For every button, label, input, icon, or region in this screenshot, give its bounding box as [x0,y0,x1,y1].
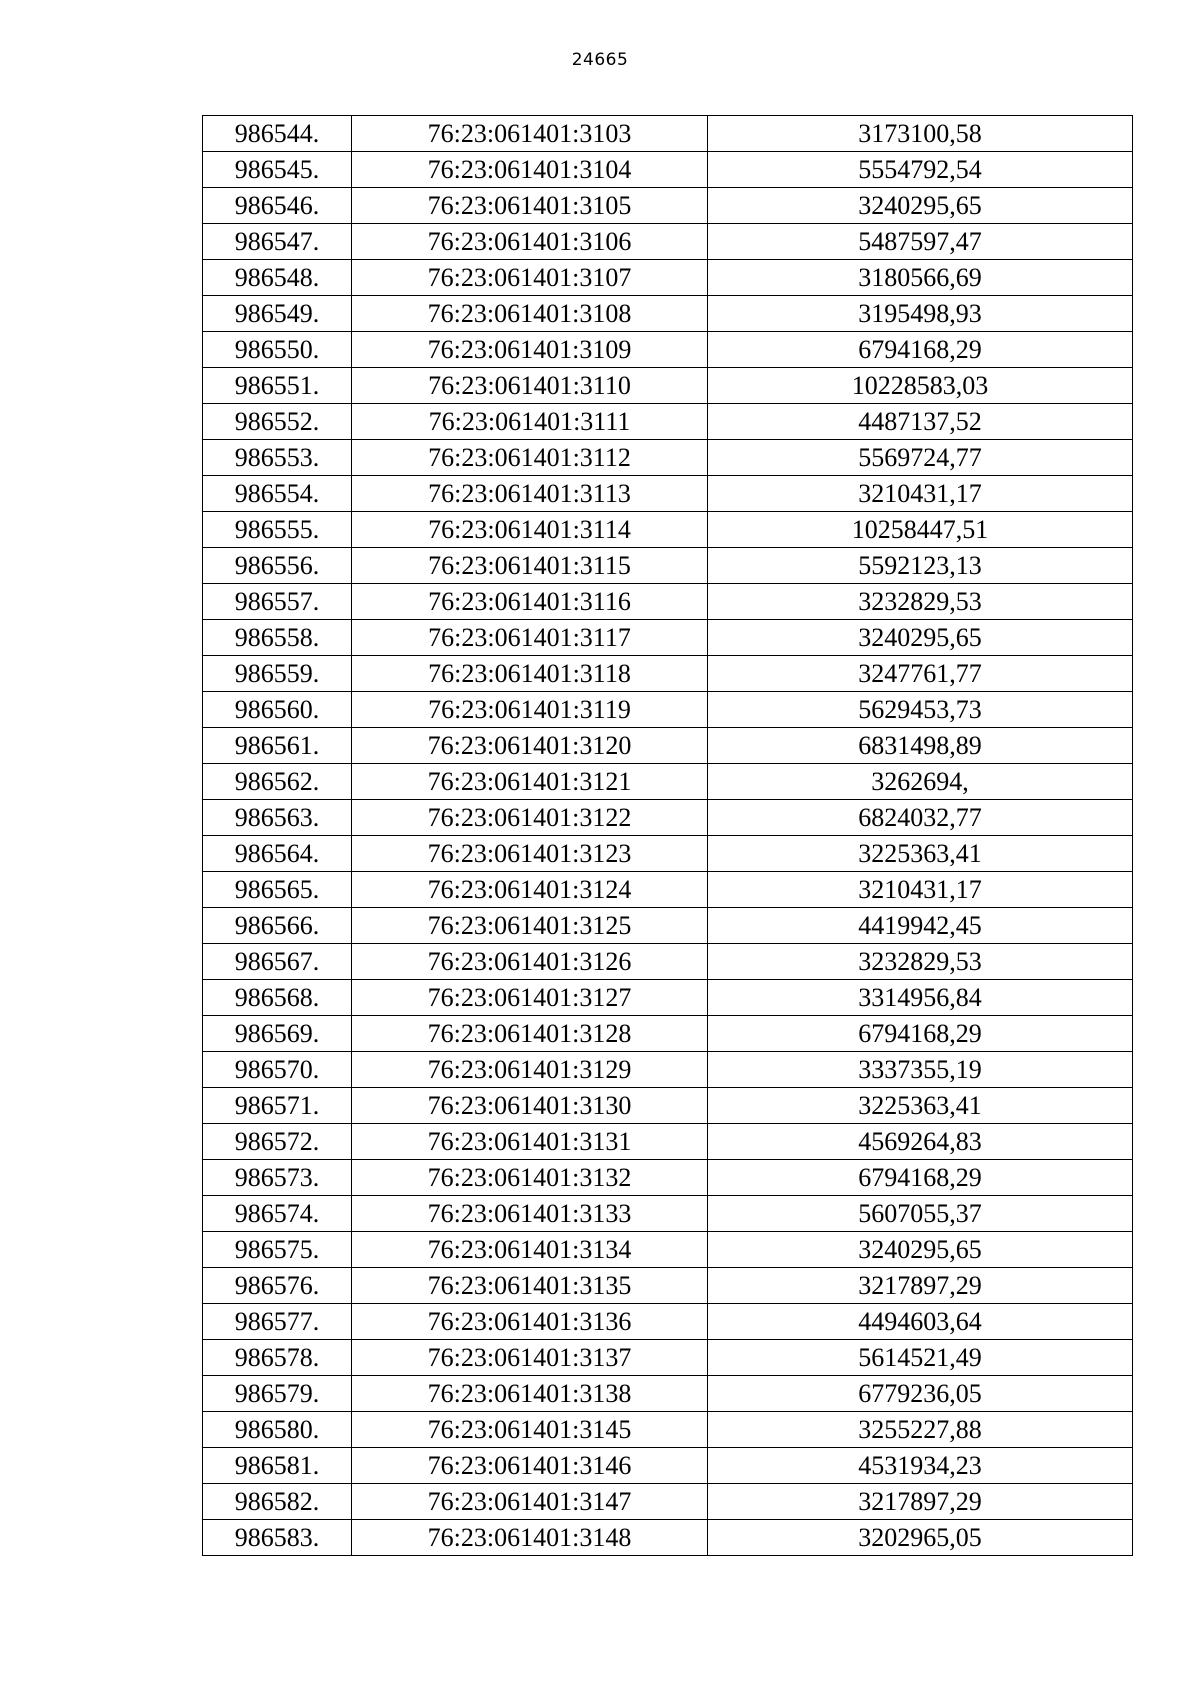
cadastral-number-cell: 76:23:061401:3135 [352,1268,708,1304]
table-row [203,260,1133,296]
table-row [203,1160,1133,1196]
cadastral-number-cell: 76:23:061401:3106 [352,224,708,260]
cadastral-number-cell: 76:23:061401:3118 [352,656,708,692]
value-cell: 3240295,65 [708,188,1133,224]
table-row [203,1016,1133,1052]
table-row [203,1088,1133,1124]
table-row [203,1376,1133,1412]
cadastral-number-cell: 76:23:061401:3111 [352,404,708,440]
value-cell: 3180566,69 [708,260,1133,296]
table-row [203,224,1133,260]
row-number-cell: 986567. [203,944,352,980]
value-cell: 3337355,19 [708,1052,1133,1088]
row-number-cell: 986548. [203,260,352,296]
row-number-cell: 986566. [203,908,352,944]
value-cell: 3262694, [708,764,1133,800]
table-row [203,872,1133,908]
row-number-cell: 986555. [203,512,352,548]
table-row [203,152,1133,188]
cadastral-number-cell: 76:23:061401:3105 [352,188,708,224]
table-row [203,1232,1133,1268]
table-row [203,764,1133,800]
cadastral-number-cell: 76:23:061401:3125 [352,908,708,944]
value-cell: 4494603,64 [708,1304,1133,1340]
value-cell: 3173100,58 [708,116,1133,152]
table-row [203,1340,1133,1376]
row-number-cell: 986563. [203,800,352,836]
value-cell: 3232829,53 [708,944,1133,980]
table-row [203,296,1133,332]
row-number-cell: 986579. [203,1376,352,1412]
row-number-cell: 986561. [203,728,352,764]
row-number-cell: 986575. [203,1232,352,1268]
cadastral-number-cell: 76:23:061401:3119 [352,692,708,728]
table-row [203,836,1133,872]
cadastral-number-cell: 76:23:061401:3128 [352,1016,708,1052]
cadastral-number-cell: 76:23:061401:3109 [352,332,708,368]
row-number-cell: 986545. [203,152,352,188]
page-number: 24665 [571,50,629,70]
cadastral-number-cell: 76:23:061401:3120 [352,728,708,764]
table-row [203,1268,1133,1304]
table-row [203,1052,1133,1088]
value-cell: 3210431,17 [708,476,1133,512]
table-row [203,368,1133,404]
cadastral-number-cell: 76:23:061401:3138 [352,1376,708,1412]
row-number-cell: 986551. [203,368,352,404]
row-number-cell: 986582. [203,1484,352,1520]
row-number-cell: 986550. [203,332,352,368]
table-row [203,656,1133,692]
value-cell: 3232829,53 [708,584,1133,620]
row-number-cell: 986569. [203,1016,352,1052]
table-row [203,512,1133,548]
row-number-cell: 986568. [203,980,352,1016]
table-row [203,620,1133,656]
row-number-cell: 986577. [203,1304,352,1340]
value-cell: 4531934,23 [708,1448,1133,1484]
cadastral-number-cell: 76:23:061401:3115 [352,548,708,584]
table-row [203,188,1133,224]
cadastral-number-cell: 76:23:061401:3132 [352,1160,708,1196]
row-number-cell: 986558. [203,620,352,656]
cadastral-number-cell: 76:23:061401:3124 [352,872,708,908]
row-number-cell: 986549. [203,296,352,332]
value-cell: 3217897,29 [708,1268,1133,1304]
value-cell: 6831498,89 [708,728,1133,764]
value-cell: 5592123,13 [708,548,1133,584]
value-cell: 6794168,29 [708,1016,1133,1052]
cadastral-number-cell: 76:23:061401:3146 [352,1448,708,1484]
value-cell: 3217897,29 [708,1484,1133,1520]
cadastral-number-cell: 76:23:061401:3129 [352,1052,708,1088]
table-row [203,1124,1133,1160]
table-row [203,476,1133,512]
row-number-cell: 986557. [203,584,352,620]
cadastral-number-cell: 76:23:061401:3112 [352,440,708,476]
row-number-cell: 986583. [203,1520,352,1556]
table-row [203,1196,1133,1232]
row-number-cell: 986576. [203,1268,352,1304]
cadastral-number-cell: 76:23:061401:3116 [352,584,708,620]
value-cell: 4487137,52 [708,404,1133,440]
value-cell: 6779236,05 [708,1376,1133,1412]
cadastral-number-cell: 76:23:061401:3147 [352,1484,708,1520]
table-body [203,116,1133,1556]
table-row [203,440,1133,476]
cadastral-number-cell: 76:23:061401:3145 [352,1412,708,1448]
value-cell: 3247761,77 [708,656,1133,692]
table-row [203,404,1133,440]
cadastral-number-cell: 76:23:061401:3113 [352,476,708,512]
cadastral-number-cell: 76:23:061401:3126 [352,944,708,980]
value-cell: 5607055,37 [708,1196,1133,1232]
row-number-cell: 986578. [203,1340,352,1376]
row-number-cell: 986553. [203,440,352,476]
value-cell: 5487597,47 [708,224,1133,260]
cadastral-number-cell: 76:23:061401:3136 [352,1304,708,1340]
value-cell: 3225363,41 [708,836,1133,872]
table-row [203,584,1133,620]
cadastral-number-cell: 76:23:061401:3133 [352,1196,708,1232]
value-cell: 3225363,41 [708,1088,1133,1124]
table-row [203,728,1133,764]
value-cell: 4569264,83 [708,1124,1133,1160]
cadastral-number-cell: 76:23:061401:3107 [352,260,708,296]
value-cell: 10258447,51 [708,512,1133,548]
row-number-cell: 986544. [203,116,352,152]
cadastral-number-cell: 76:23:061401:3123 [352,836,708,872]
row-number-cell: 986564. [203,836,352,872]
table-row [203,944,1133,980]
cadastral-number-cell: 76:23:061401:3134 [352,1232,708,1268]
table-row [203,548,1133,584]
cadastral-number-cell: 76:23:061401:3121 [352,764,708,800]
row-number-cell: 986562. [203,764,352,800]
cadastral-number-cell: 76:23:061401:3127 [352,980,708,1016]
table-row [203,908,1133,944]
table-row [203,1484,1133,1520]
cadastral-number-cell: 76:23:061401:3131 [352,1124,708,1160]
row-number-cell: 986572. [203,1124,352,1160]
row-number-cell: 986565. [203,872,352,908]
value-cell: 3195498,93 [708,296,1133,332]
value-cell: 5614521,49 [708,1340,1133,1376]
cadastral-number-cell: 76:23:061401:3117 [352,620,708,656]
value-cell: 4419942,45 [708,908,1133,944]
table-row [203,1520,1133,1556]
row-number-cell: 986570. [203,1052,352,1088]
cadastral-number-cell: 76:23:061401:3103 [352,116,708,152]
cadastral-number-cell: 76:23:061401:3122 [352,800,708,836]
value-cell: 6824032,77 [708,800,1133,836]
cadastral-number-cell: 76:23:061401:3110 [352,368,708,404]
row-number-cell: 986546. [203,188,352,224]
row-number-cell: 986581. [203,1448,352,1484]
value-cell: 5554792,54 [708,152,1133,188]
cadastre-table [202,115,1133,1556]
value-cell: 3202965,05 [708,1520,1133,1556]
row-number-cell: 986554. [203,476,352,512]
table-row [203,980,1133,1016]
value-cell: 5629453,73 [708,692,1133,728]
value-cell: 3314956,84 [708,980,1133,1016]
value-cell: 3255227,88 [708,1412,1133,1448]
cadastral-number-cell: 76:23:061401:3104 [352,152,708,188]
table-row [203,1304,1133,1340]
row-number-cell: 986547. [203,224,352,260]
value-cell: 5569724,77 [708,440,1133,476]
cadastral-number-cell: 76:23:061401:3148 [352,1520,708,1556]
cadastral-number-cell: 76:23:061401:3108 [352,296,708,332]
row-number-cell: 986560. [203,692,352,728]
row-number-cell: 986573. [203,1160,352,1196]
table-row [203,800,1133,836]
row-number-cell: 986580. [203,1412,352,1448]
value-cell: 3210431,17 [708,872,1133,908]
row-number-cell: 986552. [203,404,352,440]
row-number-cell: 986559. [203,656,352,692]
value-cell: 3240295,65 [708,620,1133,656]
cadastral-number-cell: 76:23:061401:3114 [352,512,708,548]
table-row [203,332,1133,368]
table-row [203,116,1133,152]
table-row [203,1412,1133,1448]
row-number-cell: 986556. [203,548,352,584]
value-cell: 10228583,03 [708,368,1133,404]
value-cell: 3240295,65 [708,1232,1133,1268]
cadastral-number-cell: 76:23:061401:3137 [352,1340,708,1376]
table-row [203,692,1133,728]
row-number-cell: 986574. [203,1196,352,1232]
cadastral-number-cell: 76:23:061401:3130 [352,1088,708,1124]
value-cell: 6794168,29 [708,332,1133,368]
value-cell: 6794168,29 [708,1160,1133,1196]
row-number-cell: 986571. [203,1088,352,1124]
table-row [203,1448,1133,1484]
